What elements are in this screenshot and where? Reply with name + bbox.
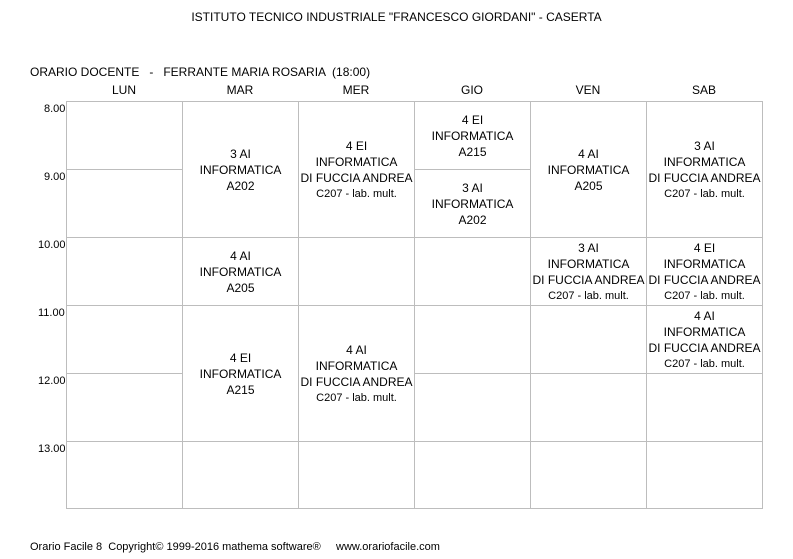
lesson-subject: INFORMATICA <box>431 196 514 211</box>
lesson-teacher: DI FUCCIA ANDREA <box>648 272 761 287</box>
lesson-teacher: DI FUCCIA ANDREA <box>648 340 761 355</box>
hour-label-8: 8.00 <box>44 103 66 115</box>
lesson-cell-sab-2 <box>647 238 762 305</box>
lesson-room: A205 <box>226 280 255 295</box>
lesson-cell-mar-3 <box>183 306 298 441</box>
lesson-class: 4 EI <box>229 350 252 365</box>
lesson-cell-gio-1 <box>415 102 530 169</box>
lesson-cell-mer-1 <box>299 102 414 237</box>
day-header-gio: GIO <box>460 83 483 97</box>
lesson-subject: INFORMATICA <box>663 154 746 169</box>
lesson-class: 4 EI <box>461 112 484 127</box>
lesson-teacher: DI FUCCIA ANDREA <box>300 170 413 185</box>
lesson-subject: INFORMATICA <box>199 366 282 381</box>
day-header-mer: MER <box>342 83 370 97</box>
lesson-room: C207 - lab. mult. <box>664 187 745 200</box>
lesson-room: A215 <box>458 144 487 159</box>
lesson-cell-sab-1 <box>647 102 762 237</box>
lesson-room: A205 <box>574 178 603 193</box>
lesson-cell-ven-2 <box>531 238 646 305</box>
lesson-subject: INFORMATICA <box>547 162 630 177</box>
grid-line <box>66 508 763 509</box>
lesson-subject: INFORMATICA <box>663 256 746 271</box>
lesson-room: C207 - lab. mult. <box>664 289 745 302</box>
lesson-room: C207 - lab. mult. <box>316 391 397 404</box>
lesson-class: 4 AI <box>694 308 715 323</box>
lesson-subject: INFORMATICA <box>431 128 514 143</box>
lesson-class: 4 AI <box>346 342 367 357</box>
lesson-subject: INFORMATICA <box>663 324 746 339</box>
lesson-cell-ven-1 <box>531 102 646 237</box>
hour-label-9: 9.00 <box>44 171 66 183</box>
day-header-lun: LUN <box>111 83 136 97</box>
grid-line <box>66 373 182 374</box>
hour-label-10: 10.00 <box>38 239 66 251</box>
lesson-room: A202 <box>226 178 255 193</box>
hour-label-11: 11.00 <box>38 307 65 319</box>
lesson-cell-mer-2 <box>299 306 414 441</box>
timetable-grid <box>66 101 763 509</box>
lesson-teacher: DI FUCCIA ANDREA <box>532 272 645 287</box>
copyright-footer: Orario Facile 8 Copyright© 1999-2016 mathema software® www.orariofacile.com <box>30 541 440 553</box>
lesson-subject: INFORMATICA <box>199 264 282 279</box>
lesson-class: 3 AI <box>578 240 599 255</box>
lesson-class: 3 AI <box>230 146 251 161</box>
lesson-room: C207 - lab. mult. <box>664 357 745 370</box>
lesson-subject: INFORMATICA <box>315 358 398 373</box>
lesson-class: 4 AI <box>578 146 599 161</box>
lesson-room: C207 - lab. mult. <box>548 289 629 302</box>
lesson-subject: INFORMATICA <box>547 256 630 271</box>
lesson-cell-gio-2 <box>415 170 530 237</box>
lesson-cell-mar-2 <box>183 238 298 305</box>
day-header-ven: VEN <box>575 83 601 97</box>
grid-line <box>66 169 182 170</box>
lesson-class: 3 AI <box>462 180 483 195</box>
lesson-cell-mar-1 <box>183 102 298 237</box>
lesson-subject: INFORMATICA <box>199 162 282 177</box>
day-header-sab: SAB <box>691 83 716 97</box>
teacher-schedule-heading: ORARIO DOCENTE - FERRANTE MARIA ROSARIA (18:00) <box>30 65 371 79</box>
school-title: ISTITUTO TECNICO INDUSTRIALE "FRANCESCO GIORDANI" - CASERTA <box>191 10 602 24</box>
grid-line <box>66 441 763 442</box>
lesson-teacher: DI FUCCIA ANDREA <box>300 374 413 389</box>
lesson-subject: INFORMATICA <box>315 154 398 169</box>
day-header-mar: MAR <box>226 83 254 97</box>
lesson-class: 4 AI <box>230 248 251 263</box>
lesson-room: A215 <box>226 382 255 397</box>
lesson-cell-sab-3 <box>647 306 762 373</box>
grid-line <box>414 373 763 374</box>
hour-label-13: 13.00 <box>38 443 66 455</box>
lesson-class: 3 AI <box>694 138 715 153</box>
hour-label-12: 12.00 <box>38 375 66 387</box>
lesson-room: C207 - lab. mult. <box>316 187 397 200</box>
lesson-class: 4 EI <box>345 138 368 153</box>
lesson-class: 4 EI <box>693 240 716 255</box>
lesson-room: A202 <box>458 212 487 227</box>
lesson-teacher: DI FUCCIA ANDREA <box>648 170 761 185</box>
